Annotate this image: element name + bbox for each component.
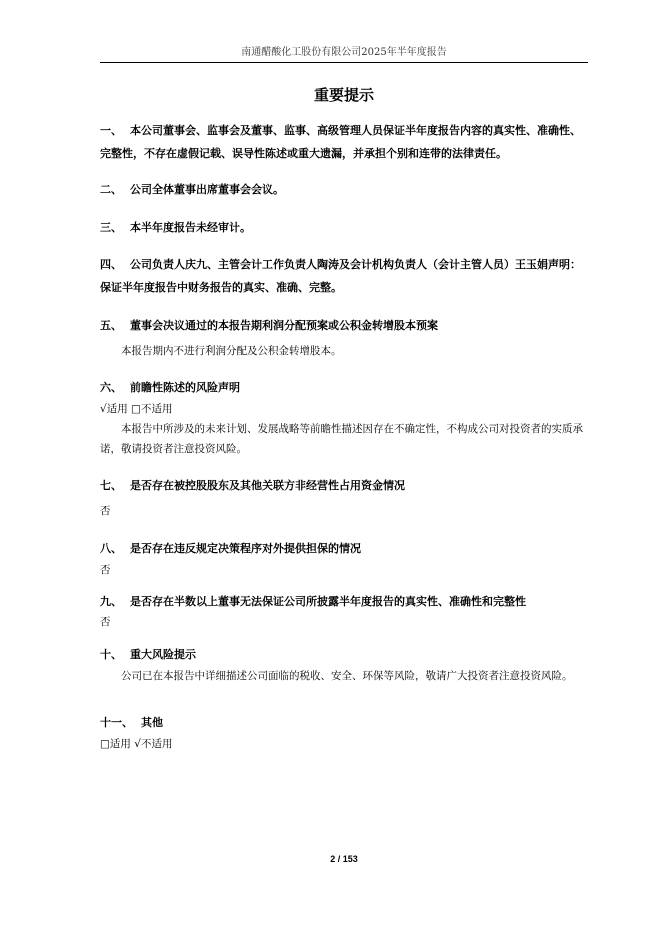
section-2-number: 二、 <box>100 183 122 196</box>
section-6-heading <box>100 376 588 399</box>
section-9-text: 是否存在半数以上董事无法保证公司所披露半年度报告的真实性、准确性和完整性 <box>130 595 526 608</box>
section-5-text: 董事会决议通过的本报告期利润分配预案或公积金转增股本预案 <box>130 319 438 332</box>
section-11-heading <box>100 711 588 734</box>
section-6-options: √适用 □不适用 <box>100 403 173 415</box>
page-header: 南通醋酸化工股份有限公司2025年半年度报告 <box>100 44 588 63</box>
section-10-text: 重大风险提示 <box>130 648 196 661</box>
section-9-answer: 否 <box>100 616 111 628</box>
section-9-heading <box>100 590 588 613</box>
section-10-number: 十、 <box>100 648 122 661</box>
section-1-number: 一、 <box>100 124 122 137</box>
section-3-number: 三、 <box>100 221 122 234</box>
section-7-number: 七、 <box>100 479 122 492</box>
section-3-heading <box>100 216 588 239</box>
section-9-number: 九、 <box>100 595 122 608</box>
section-7-text: 是否存在被控股股东及其他关联方非经营性占用资金情况 <box>130 479 405 492</box>
section-1-heading <box>100 119 588 165</box>
section-10-body: 公司已在本报告中详细描述公司面临的税收、安全、环保等风险，敬请广大投资者注意投资风险。 <box>121 670 573 682</box>
section-3-text: 本半年度报告未经审计。 <box>130 221 251 234</box>
document-title: 重要提示 <box>313 86 374 104</box>
section-5-body: 本报告期内不进行利润分配及公积金转增股本。 <box>121 345 342 357</box>
section-4-number: 四、 <box>100 258 122 271</box>
section-8-answer: 否 <box>100 564 111 576</box>
section-11-number: 十一、 <box>100 716 133 729</box>
section-4-text: 公司负责人庆九、主管会计工作负责人陶涛及会计机构负责人（会计主管人员）王玉娟声明：保证半年度报告中财务报告的真实、准确、完整。 <box>100 258 581 294</box>
section-11-options: □适用 √不适用 <box>100 738 173 750</box>
section-10-heading <box>100 643 588 666</box>
section-2-text: 公司全体董事出席董事会会议。 <box>130 183 284 196</box>
section-1-text: 本公司董事会、监事会及董事、监事、高级管理人员保证半年度报告内容的真实性、准确性、完整性，不存在虚假记载、误导性陈述或重大遗漏，并承担个别和连带的法律责任。 <box>100 124 581 160</box>
section-7-answer: 否 <box>100 505 111 517</box>
section-8-number: 八、 <box>100 542 122 555</box>
section-8-text: 是否存在违反规定决策程序对外提供担保的情况 <box>130 542 361 555</box>
section-4-heading <box>100 253 588 299</box>
section-6-text: 前瞻性陈述的风险声明 <box>130 381 240 394</box>
section-11-text: 其他 <box>141 716 163 729</box>
section-7-heading <box>100 474 588 497</box>
section-6-body: 本报告中所涉及的未来计划、发展战略等前瞻性描述因存在不确定性，不构成公司对投资者的实质承诺，敬请投资者注意投资风险。 <box>100 423 583 455</box>
section-6-number: 六、 <box>100 381 122 394</box>
section-5-heading <box>100 314 588 337</box>
section-8-heading <box>100 537 588 560</box>
page-number: 2 / 153 <box>330 854 358 864</box>
section-2-heading <box>100 178 588 201</box>
section-5-number: 五、 <box>100 319 122 332</box>
